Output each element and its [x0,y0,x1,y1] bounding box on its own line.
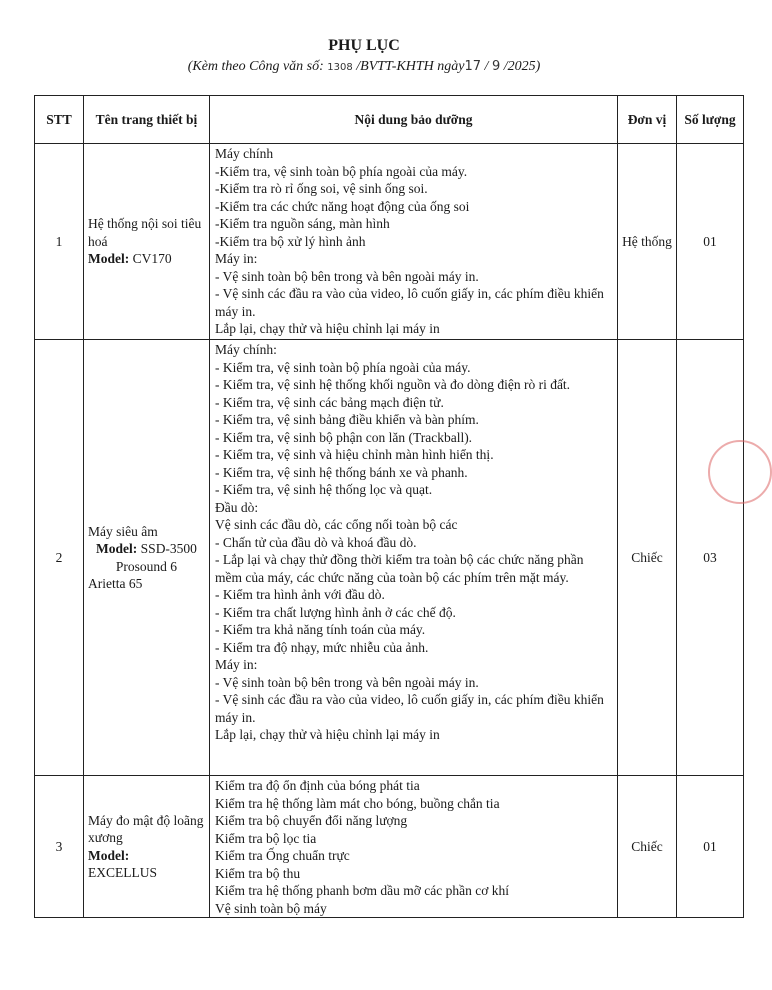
table-row [35,340,744,776]
header-stt: STT [35,96,84,144]
row-maintenance-content [210,340,618,776]
content-line: - Kiểm tra hình ảnh với đầu dò. [215,587,385,602]
equipment-name: Máy siêu âm [88,523,158,539]
appendix-title: PHỤ LỤC [328,37,400,54]
equipment-model [88,540,205,558]
header-equipment-name: Tên trang thiết bị [84,96,210,144]
row-quantity: 01 [677,776,744,918]
header-unit: Đơn vị [618,96,677,144]
row-maintenance-content [210,144,618,340]
content-line: Kiểm tra độ ổn định của bóng phát tia [215,778,420,793]
doc-number-handwritten: 1308 [327,62,353,73]
row-quantity: 03 [677,340,744,776]
content-line: -Kiểm tra bộ xử lý hình ảnh [215,233,366,249]
header-quantity: Số lượng [677,96,744,144]
content-line: Máy in: [215,657,258,672]
content-line: Máy chính [215,146,274,161]
content-line: Lắp lại, chạy thử và hiệu chỉnh lại máy in [215,321,440,336]
row-unit: Chiếc [618,340,677,776]
equipment-model-extra: Arietta 65 [88,576,143,591]
subtitle-mid: /BVTT-KHTH ngày [356,59,465,74]
table-row [35,776,744,918]
model-label [88,847,205,865]
model-value: EXCELLUS [88,865,157,880]
maintenance-table [34,95,744,918]
content-line: - Kiểm tra chất lượng hình ảnh ở các chế độ. [215,604,456,620]
row-equipment-name [84,144,210,340]
content-line: Vệ sinh các đầu dò, các cổng nối toàn bộ các [215,517,458,532]
content-line: - Chấn tử của đầu dò và khoá đầu dò. [215,534,417,550]
row-equipment-name [84,776,210,918]
model-label: Model: [88,251,130,267]
content-line: Kiểm tra bộ lọc tia [215,830,317,846]
content-line: - Kiểm tra độ nhạy, mức nhiễu của ảnh. [215,639,429,655]
model-label-text: Model: [88,847,130,863]
table-row [35,144,744,340]
row-unit: Hệ thống [618,144,677,340]
content-line: - Kiểm tra, vệ sinh hệ thống khối nguồn và đo dòng điện rò ri đất. [215,377,571,392]
content-line: Vệ sinh toàn bộ máy [215,900,327,916]
content-line: - Kiểm tra, vệ sinh và hiệu chỉnh màn hình hiển thị. [215,447,494,462]
content-line: -Kiểm tra các chức năng hoạt động của ống soi [215,198,470,214]
day-handwritten: 17 [464,59,482,74]
content-line: Lắp lại, chạy thử và hiệu chỉnh lại máy in [215,727,440,742]
content-line: -Kiểm tra rò rỉ ống soi, vệ sinh ống soi. [215,181,428,196]
content-line: - Vệ sinh các đầu ra vào của video, lô cuốn giấy in, các phím điều khiển máy in. [215,692,604,725]
row-unit: Chiếc [618,776,677,918]
row-equipment-name [84,340,210,776]
content-line: -Kiểm tra nguồn sáng, màn hình [215,216,390,231]
content-line: Máy in: [215,251,258,266]
row-maintenance-content [210,776,618,918]
date-separator: / [484,59,489,74]
content-line: - Kiểm tra, vệ sinh bảng điều khiển và bàn phím. [215,412,479,427]
model-value: CV170 [132,251,172,267]
content-line: -Kiểm tra, vệ sinh toàn bộ phía ngoài của máy. [215,163,468,179]
month-handwritten: 9 [491,59,501,74]
content-line: - Kiểm tra khả năng tính toán của máy. [215,622,426,637]
content-line: - Kiểm tra, vệ sinh hệ thống lọc và quạt. [215,482,433,497]
content-line: - Kiểm tra, vệ sinh toàn bộ phía ngoài của máy. [215,359,471,375]
content-line: - Kiểm tra, vệ sinh bộ phận con lăn (Trackball). [215,429,473,445]
subtitle-prefix: (Kèm theo Công văn số: [187,59,324,74]
model-value: SSD-3500 [140,541,197,556]
content-line: - Vệ sinh toàn bộ bên trong và bên ngoài máy in. [215,268,479,284]
content-line: Máy chính: [215,342,277,357]
header-maintenance-content: Nội dung bảo dưỡng [210,96,618,144]
content-line: - Vệ sinh toàn bộ bên trong và bên ngoài máy in. [215,674,479,690]
appendix-subtitle [0,59,728,75]
subtitle-year: /2025) [503,59,541,74]
row-quantity: 01 [677,144,744,340]
model-label: Model: [96,541,138,556]
row-stt: 3 [35,776,84,918]
equipment-model-extra: Prosound 6 [115,558,178,574]
content-line: Kiểm tra hệ thống phanh bơm dầu mỡ các phần cơ khí [215,883,509,898]
content-line: - Kiểm tra, vệ sinh các bảng mạch điện tử. [215,394,444,410]
row-stt: 1 [35,144,84,340]
content-line: Kiểm tra hệ thống làm mát cho bóng, buồng chắn tia [215,795,500,811]
content-line: - Kiểm tra, vệ sinh hệ thống bánh xe và phanh. [215,464,468,480]
content-line: Kiểm tra Ống chuẩn trực [215,848,350,863]
red-stamp-edge [708,440,772,504]
equipment-name: Hệ thống nội soi tiêu hoá [88,216,202,249]
equipment-model [88,250,205,268]
content-line: - Vệ sinh các đầu ra vào của video, lô cuốn giấy in, các phím điều khiển máy in. [215,286,604,319]
content-line: Kiểm tra bộ thu [215,865,301,881]
content-line: Đầu dò: [215,499,259,515]
content-line: - Lắp lại và chạy thử đồng thời kiểm tra toàn bộ các chức năng phần mềm của máy, các chức năng của toàn bộ các phím trên mặt máy. [215,552,584,585]
table-header-row [35,96,744,144]
equipment-name: Máy đo mật độ loãng xương [88,812,204,845]
content-line: Kiểm tra bộ chuyển đổi năng lượng [215,813,408,828]
row-stt: 2 [35,340,84,776]
